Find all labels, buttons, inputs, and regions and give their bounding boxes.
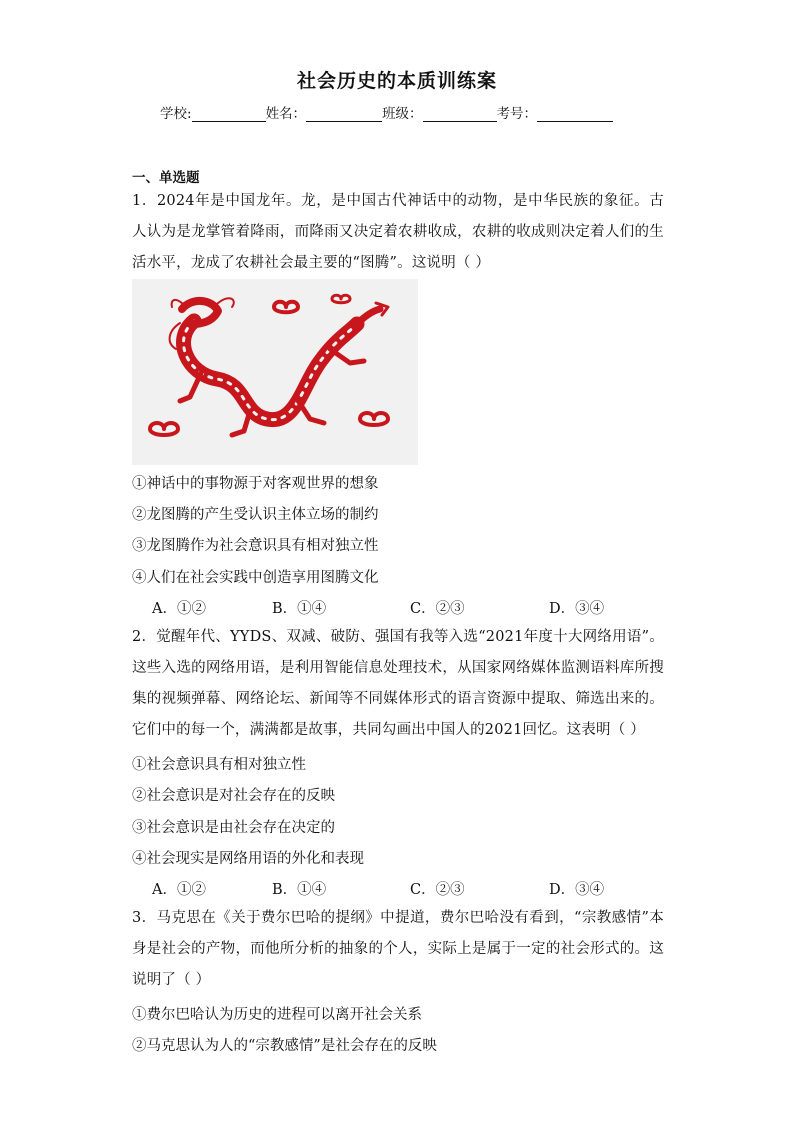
question-1-statement-2: ②龙图腾的产生受认识主体立场的制约 bbox=[132, 507, 379, 523]
question-1-option-b[interactable]: B．①④ bbox=[272, 601, 327, 617]
question-3-statement-2: ②马克思认为人的“宗教感情”是社会存在的反映 bbox=[132, 1038, 437, 1054]
question-3-statement-1: ①费尔巴哈认为历史的进程可以离开社会关系 bbox=[132, 1007, 422, 1023]
question-2-stem: 2．觉醒年代、YYDS、双减、破防、强国有我等入选“2021年度十大网络用语”。这些入选的网络用语，是利用智能信息处理技术，从国家网络媒体监测语料库所搜集的视频弹幕、网络论坛、新闻等不同媒体形式的语言资源中提取、筛选出来的。它们中的每一个，满满都是故事，共同勾画出中国人的2021回忆。这表明（ ） bbox=[132, 629, 664, 738]
class-label: 班级： bbox=[382, 106, 423, 122]
question-2-statement-4: ④社会现实是网络用语的外化和表现 bbox=[132, 851, 364, 867]
section-title: 一、单选题 bbox=[132, 170, 200, 186]
question-1-statement-1: ①神话中的事物源于对客观世界的想象 bbox=[132, 476, 379, 492]
question-3-stem: 3．马克思在《关于费尔巴哈的提纲》中提道，费尔巴哈没有看到，“宗教感情”本身是社会的产物，而他所分析的抽象的个人，实际上是属于一定的社会形式的。这说明了（ ） bbox=[132, 910, 664, 988]
question-2-option-d[interactable]: D．③④ bbox=[549, 882, 605, 898]
page-title: 社会历史的本质训练案 bbox=[296, 70, 497, 92]
question-2-option-c[interactable]: C．②③ bbox=[410, 882, 465, 898]
question-1-stem: 1．2024年是中国龙年。龙，是中国古代神话中的动物，是中华民族的象征。古人认为是龙掌管着降雨，而降雨又决定着农耕收成，农耕的收成则决定着人们的生活水平，龙成了农耕社会最主要的“图腾”。这说明（ ） bbox=[132, 193, 664, 271]
exam-number-blank bbox=[537, 107, 613, 122]
question-1-option-c[interactable]: C．②③ bbox=[410, 601, 465, 617]
question-2-option-b[interactable]: B．①④ bbox=[272, 882, 327, 898]
question-1-option-d[interactable]: D．③④ bbox=[549, 601, 605, 617]
dragon-illustration bbox=[132, 279, 418, 465]
class-blank bbox=[423, 107, 497, 122]
dragon-image bbox=[132, 279, 418, 465]
question-2-statement-3: ③社会意识是由社会存在决定的 bbox=[132, 820, 335, 836]
question-2-option-a[interactable]: A．①② bbox=[152, 882, 206, 898]
school-blank bbox=[192, 107, 266, 122]
question-1-statement-3: ③龙图腾作为社会意识具有相对独立性 bbox=[132, 538, 379, 554]
name-label: 姓名： bbox=[265, 106, 307, 122]
student-info-row bbox=[160, 102, 613, 122]
exam-number-label: 考号： bbox=[496, 106, 538, 122]
question-1-statement-4: ④人们在社会实践中创造享用图腾文化 bbox=[132, 570, 379, 586]
school-label: 学校: bbox=[160, 106, 192, 122]
name-blank bbox=[306, 107, 382, 122]
question-2-statement-1: ①社会意识具有相对独立性 bbox=[132, 757, 306, 773]
question-2-statement-2: ②社会意识是对社会存在的反映 bbox=[132, 788, 335, 804]
question-1-option-a[interactable]: A．①② bbox=[152, 601, 206, 617]
